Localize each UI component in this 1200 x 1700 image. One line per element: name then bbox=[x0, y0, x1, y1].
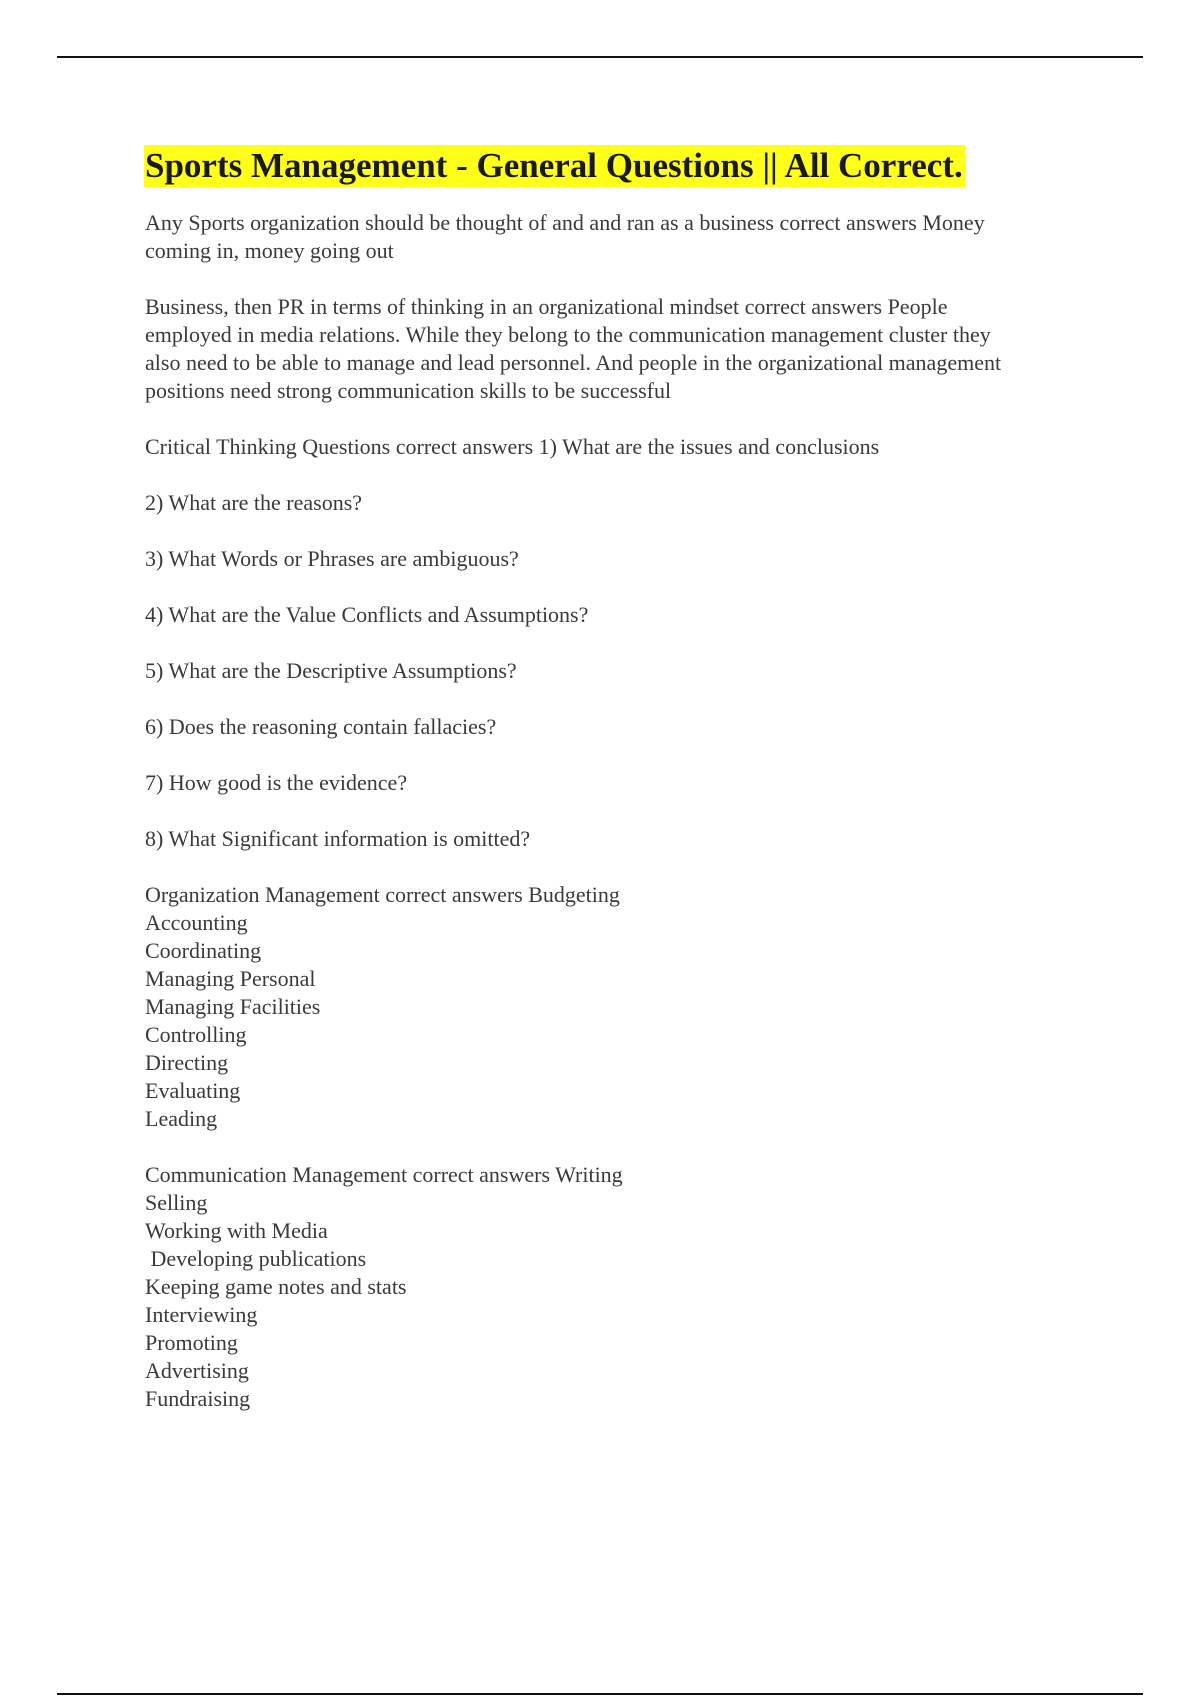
paragraph bbox=[145, 293, 1095, 405]
text-line: Controlling bbox=[145, 1022, 247, 1047]
text-line: Developing publications bbox=[145, 1246, 367, 1271]
text-line: Selling bbox=[145, 1190, 208, 1215]
paragraph bbox=[145, 433, 1095, 461]
paragraph bbox=[145, 545, 1095, 573]
text-line: Any Sports organization should be thought of and and ran as a business correct answers Money bbox=[145, 210, 985, 235]
text-line: Communication Management correct answers Writing bbox=[145, 1162, 623, 1187]
paragraph bbox=[145, 489, 1095, 517]
text-line: 7) How good is the evidence? bbox=[145, 770, 408, 795]
text-line: Interviewing bbox=[145, 1302, 258, 1327]
text-line: 8) What Significant information is omitted? bbox=[145, 826, 531, 851]
text-line: Managing Facilities bbox=[145, 994, 321, 1019]
text-line: Critical Thinking Questions correct answers 1) What are the issues and conclusions bbox=[145, 434, 880, 459]
text-line: Evaluating bbox=[145, 1078, 241, 1103]
text-line: Working with Media bbox=[145, 1218, 328, 1243]
text-line: Organization Management correct answers Budgeting bbox=[145, 882, 620, 907]
paragraph bbox=[145, 601, 1095, 629]
paragraph-list bbox=[145, 209, 1095, 1413]
text-line: employed in media relations. While they belong to the communication management cluster they bbox=[145, 322, 991, 347]
paragraph bbox=[145, 769, 1095, 797]
paragraph bbox=[145, 657, 1095, 685]
text-line: 6) Does the reasoning contain fallacies? bbox=[145, 714, 497, 739]
text-line: coming in, money going out bbox=[145, 238, 394, 263]
text-line: Keeping game notes and stats bbox=[145, 1274, 407, 1299]
paragraph bbox=[145, 881, 1095, 1133]
text-line: Promoting bbox=[145, 1330, 238, 1355]
paragraph bbox=[145, 825, 1095, 853]
text-line: 3) What Words or Phrases are ambiguous? bbox=[145, 546, 519, 571]
top-divider bbox=[57, 56, 1143, 58]
text-line: Fundraising bbox=[145, 1386, 251, 1411]
text-line: positions need strong communication skills to be successful bbox=[145, 378, 672, 403]
text-line: Business, then PR in terms of thinking in an organizational mindset correct answers People bbox=[145, 294, 948, 319]
paragraph bbox=[145, 713, 1095, 741]
document-title: Sports Management - General Questions || All Correct. bbox=[145, 146, 963, 185]
bottom-divider bbox=[57, 1693, 1143, 1695]
text-line: Advertising bbox=[145, 1358, 249, 1383]
text-line: Managing Personal bbox=[145, 966, 316, 991]
text-line: Directing bbox=[145, 1050, 229, 1075]
text-line: Coordinating bbox=[145, 938, 262, 963]
text-line: Leading bbox=[145, 1106, 218, 1131]
paragraph bbox=[145, 1161, 1095, 1413]
paragraph bbox=[145, 209, 1095, 265]
text-line: 2) What are the reasons? bbox=[145, 490, 363, 515]
text-line: 5) What are the Descriptive Assumptions? bbox=[145, 658, 517, 683]
text-line: 4) What are the Value Conflicts and Assumptions? bbox=[145, 602, 589, 627]
text-line: Accounting bbox=[145, 910, 248, 935]
text-line: also need to be able to manage and lead personnel. And people in the organizational management bbox=[145, 350, 1002, 375]
document-body bbox=[145, 145, 1095, 1441]
